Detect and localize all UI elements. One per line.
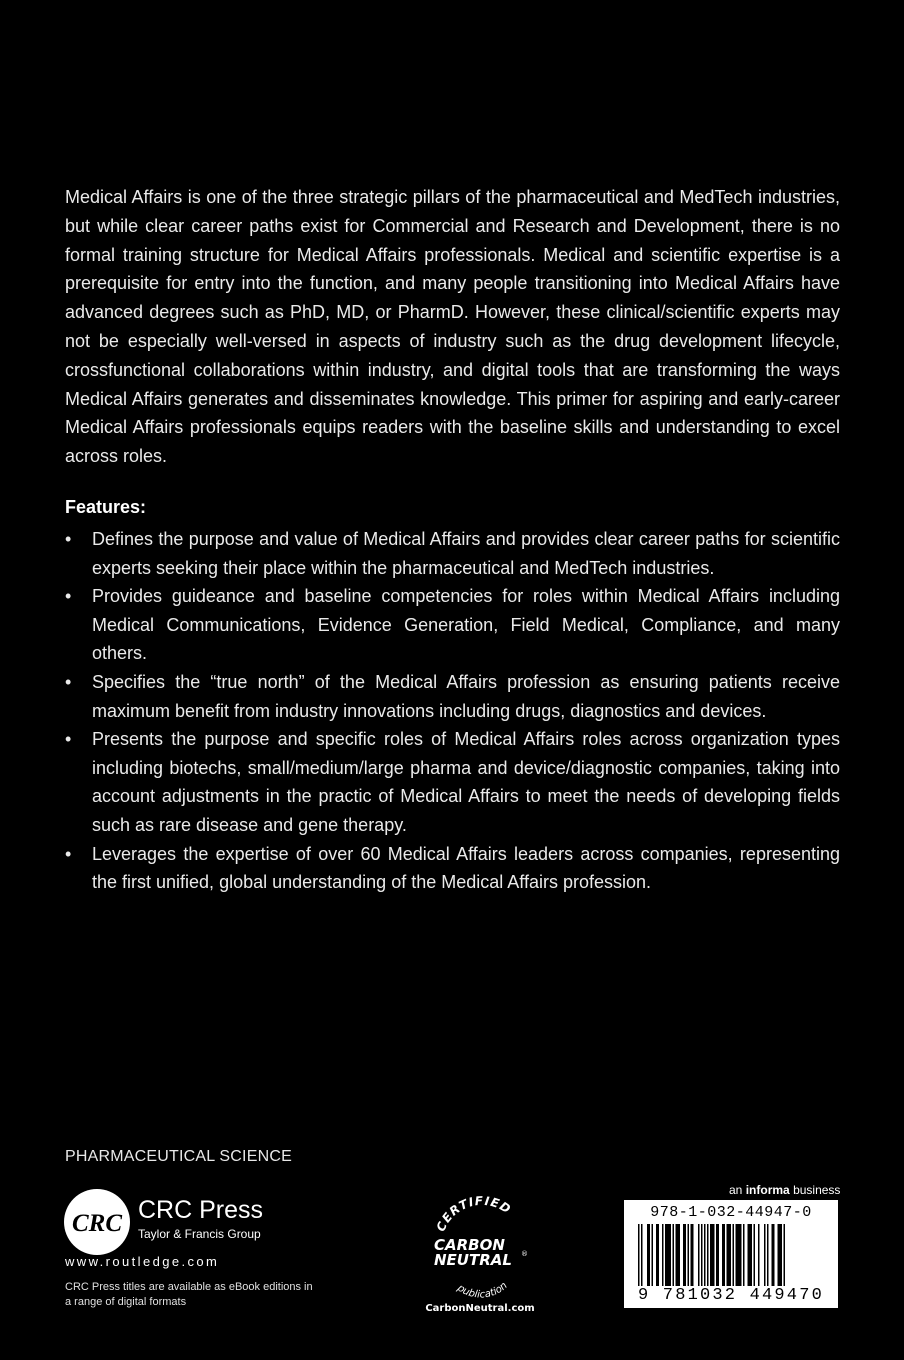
informa-business-tag (729, 1183, 840, 1197)
barcode-bar (778, 1224, 783, 1286)
seal-bottom-text: publication (455, 1280, 510, 1301)
barcode-bar (691, 1224, 694, 1286)
feature-text: Leverages the expertise of over 60 Medical Affairs leaders across companies, representing the first unified, global understanding of the Medical Affairs profession. (92, 843, 840, 893)
informa-brand: informa (745, 1183, 790, 1197)
barcode-bar (716, 1224, 719, 1286)
barcode-bar (764, 1224, 766, 1286)
feature-text: Presents the purpose and specific roles of Medical Affairs roles across organization types including biotechs, small/medium/large pharma and device/diagnostic companies, taking into account adjustments in the practic of Medical Affairs to meet the needs of developing fields such as rare disease and gene therapy. (92, 729, 840, 835)
barcode-bar (767, 1224, 769, 1286)
list-item (65, 582, 840, 668)
svg-text:publication (454, 1280, 509, 1300)
barcode-bar (683, 1224, 686, 1286)
barcode-bar (743, 1224, 745, 1286)
informa-suffix: business (793, 1183, 841, 1197)
carbon-neutral-seal-icon (420, 1193, 540, 1318)
seal-line1: CARBON (434, 1236, 505, 1254)
bullet-icon: • (65, 529, 72, 549)
list-item (65, 525, 840, 582)
list-item (65, 725, 840, 839)
list-item (65, 668, 840, 725)
feature-text: Provides guideance and baseline competencies for roles within Medical Affairs including Medical Communications, Evidence Generation, Field Medical, Compliance, and many others. (92, 586, 840, 664)
barcode-bar (656, 1224, 659, 1286)
barcode-bar (722, 1224, 725, 1286)
list-item (65, 840, 840, 897)
seal-registered-mark: ® (521, 1250, 528, 1258)
crc-press-logo-icon (63, 1188, 131, 1256)
subject-category: PHARMACEUTICAL SCIENCE (65, 1148, 292, 1165)
book-description: Medical Affairs is one of the three strategic pillars of the pharmaceutical and MedTech industries, but while clear career paths exist for Commercial and Research and Development, there is no formal training structure for Medical Affairs professionals. Medical and scientific expertise is a prerequisite for entry into the function, and many people transitioning into Medical Affairs have advanced degrees such as PhD, MD, or PharmD. However, these clinical/scientific experts may not be especially well-versed in aspects of industry such as the drug development lifecycle, crossfunctional collaborations within industry, and digital tools that are transforming the ways Medical Affairs generates and disseminates knowledge. This primer for aspiring and early-career Medical Affairs professionals equips readers with the baseline skills and understanding to excel across roles. (65, 187, 840, 467)
bullet-icon: • (65, 671, 72, 692)
barcode-bar (662, 1224, 664, 1286)
barcode-bar (701, 1224, 703, 1286)
barcode-bar (704, 1224, 706, 1286)
seal-url: CarbonNeutral.com (425, 1303, 535, 1314)
bullet-icon: • (65, 843, 72, 864)
barcode-bar (754, 1224, 756, 1286)
isbn-barcode (624, 1200, 838, 1308)
barcode-bars-icon (632, 1224, 830, 1286)
barcode-bar (758, 1224, 760, 1286)
feature-text: Specifies the “true north” of the Medical Affairs profession as ensuring patients receive maximum benefit from industry innovations including drugs, diagnostics and devices. (92, 671, 840, 721)
bullet-icon: • (65, 586, 72, 607)
barcode-bar (647, 1224, 650, 1286)
barcode-bar (784, 1224, 786, 1286)
isbn-number: 978-1-032-44947-0 (650, 1204, 812, 1221)
barcode-bar (748, 1224, 753, 1286)
barcode-bar (673, 1224, 675, 1286)
barcode-bar (727, 1224, 732, 1286)
barcode-bar (698, 1224, 700, 1286)
svg-text:CERTIFIED (434, 1194, 514, 1234)
barcode-bar (641, 1224, 643, 1286)
bullet-icon: • (65, 729, 72, 750)
barcode-bar (707, 1224, 709, 1286)
crc-logo-text: CRC (71, 1210, 123, 1237)
barcode-bar (736, 1224, 742, 1286)
barcode-digits: 9 781032 449470 (637, 1286, 825, 1305)
ebook-note: CRC Press titles are available as eBook editions in a range of digital formats (65, 1281, 313, 1308)
barcode-bar (710, 1224, 715, 1286)
barcode-bar (652, 1224, 654, 1286)
publisher-group: Taylor & Francis Group (138, 1227, 261, 1241)
seal-line2: NEUTRAL (434, 1251, 512, 1269)
publisher-website: www.routledge.com (65, 1254, 220, 1269)
features-list (65, 525, 840, 897)
barcode-bar (733, 1224, 735, 1286)
barcode-bar (772, 1224, 775, 1286)
informa-prefix: an (729, 1183, 743, 1197)
seal-top-text: CERTIFIED (433, 1193, 514, 1234)
barcode-bar (638, 1224, 640, 1286)
publisher-name: CRC Press (138, 1196, 264, 1224)
barcode-bar (665, 1224, 671, 1286)
feature-text: Defines the purpose and value of Medical Affairs and provides clear career paths for scientific experts seeking their place within the pharmaceutical and MedTech industries. (92, 529, 840, 578)
barcode-bar (688, 1224, 690, 1286)
barcode-bar (676, 1224, 681, 1286)
features-heading: Features: (65, 497, 147, 517)
